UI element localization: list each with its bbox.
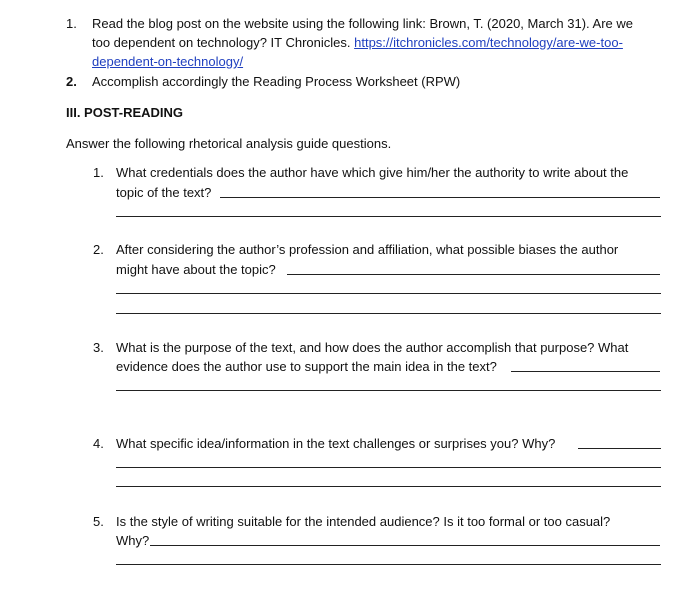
answer-line[interactable] xyxy=(116,313,661,314)
answer-line[interactable] xyxy=(116,467,661,468)
question-number: 2. xyxy=(93,242,104,257)
answer-line[interactable] xyxy=(116,390,661,391)
blog-link-continued[interactable]: dependent-on-technology/ xyxy=(92,54,244,69)
question-text-line2: topic of the text? xyxy=(116,185,212,200)
section-heading: III. POST-READING xyxy=(66,105,184,120)
answer-line[interactable] xyxy=(511,371,660,372)
answer-line[interactable] xyxy=(116,216,661,217)
answer-line[interactable] xyxy=(287,274,660,275)
item1-text-line2-wrap xyxy=(92,33,623,52)
list-number: 1. xyxy=(66,16,77,31)
instructions: Answer the following rhetorical analysis guide questions. xyxy=(66,136,392,151)
question-text-line2: might have about the topic? xyxy=(116,262,276,277)
question-text-line2: Why? xyxy=(116,533,150,548)
list-number: 2. xyxy=(66,74,77,89)
question-number: 5. xyxy=(93,514,104,529)
item1-text-line2: too dependent on technology? IT Chronicles. xyxy=(92,35,355,50)
blog-link[interactable]: https://itchronicles.com/technology/are-we-too- xyxy=(354,35,623,50)
answer-line[interactable] xyxy=(150,545,660,546)
question-text-line1: What is the purpose of the text, and how does the author accomplish that purpose? What xyxy=(116,340,629,355)
answer-line[interactable] xyxy=(220,197,660,198)
answer-line[interactable] xyxy=(116,486,661,487)
question-text-line1: After considering the author’s profession and affiliation, what possible biases the author xyxy=(116,242,619,257)
blog-link-continued-wrap xyxy=(92,52,243,71)
item2-text: Accomplish accordingly the Reading Process Worksheet (RPW) xyxy=(92,74,461,89)
answer-line[interactable] xyxy=(116,564,661,565)
item1-text-line1: Read the blog post on the website using the following link: Brown, T. (2020, March 31). Are we xyxy=(92,16,634,31)
question-number: 1. xyxy=(93,165,104,180)
question-text-line1: What specific idea/information in the text challenges or surprises you? Why? xyxy=(116,436,556,451)
question-number: 3. xyxy=(93,340,104,355)
question-text-line1: What credentials does the author have which give him/her the authority to write about the xyxy=(116,165,629,180)
question-text-line2: evidence does the author use to support the main idea in the text? xyxy=(116,359,497,374)
answer-line[interactable] xyxy=(116,293,661,294)
question-number: 4. xyxy=(93,436,104,451)
answer-line[interactable] xyxy=(578,448,661,449)
question-text-line1: Is the style of writing suitable for the intended audience? Is it too formal or too casual? xyxy=(116,514,611,529)
